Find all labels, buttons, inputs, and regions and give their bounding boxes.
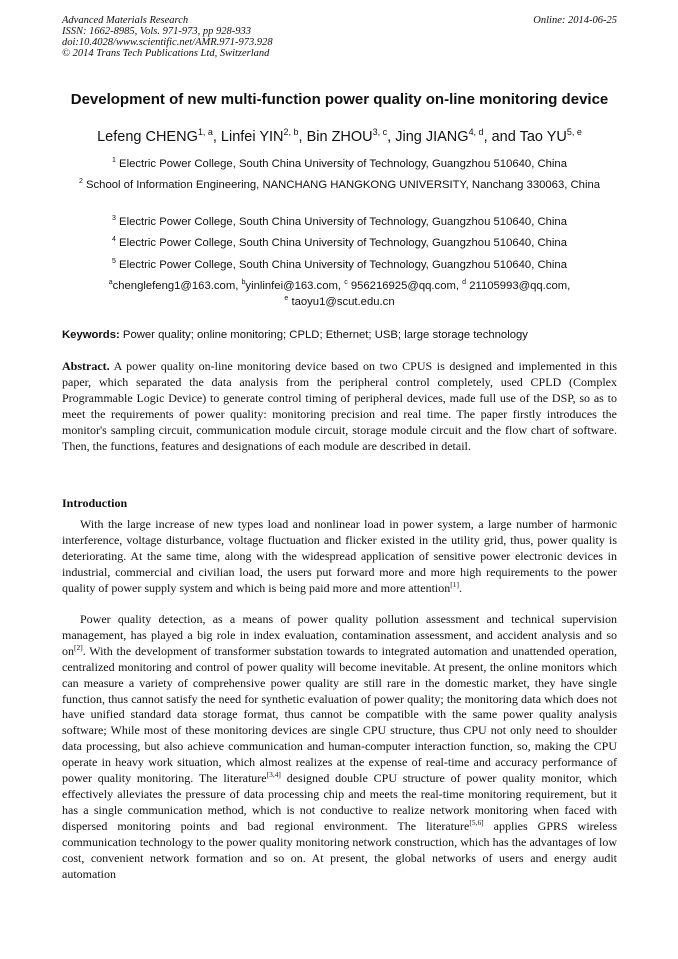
keywords-text: Power quality; online monitoring; CPLD; Ethernet; USB; large storage technology: [122, 329, 528, 341]
issn-line: ISSN: 1662-8985, Vols. 971-973, pp 928-933: [62, 26, 251, 37]
affiliation-1: $^1$ Electric Power College, South China University of Technology, Guangzhou 510640, China: [112, 157, 567, 170]
intro-paragraph-1: With the large increase of new types load and nonlinear load in power system, a large number of harmonic interference, voltage disturbance, voltage fluctuation and flicker existed in the utility grid, thus, power quality is deteriorating. At the same time, along with the widespread application of sensitive power electronic devices in industrial, commercial and civilian load, the users put forward more and more high requirements to the power quality of power supply system and which is being paid more and more attention[1].: [62, 517, 617, 595]
paper-title: Development of new multi-function power quality on-line monitoring device: [70, 91, 609, 108]
affiliation-4: $^4$ Electric Power College, South China University of Technology, Guangzhou 510640, China: [112, 236, 567, 249]
abstract: [62, 359, 617, 454]
citation[interactable]: [5,6]: [469, 817, 484, 827]
email-link[interactable]: $^e$ taoyu1@scut.edu.cn: [284, 295, 395, 308]
email-link[interactable]: $^b$yinlinfei@163.com: [241, 279, 338, 292]
online-date: Online: 2014-06-25: [533, 15, 617, 26]
citation[interactable]: [2]: [74, 642, 83, 652]
author: Tao YU$^{5, e}$: [519, 127, 582, 145]
copyright-line: © 2014 Trans Tech Publications Ltd, Switzerland: [62, 48, 270, 59]
affiliation-2: $^2$ School of Information Engineering, NANCHANG HANGKONG UNIVERSITY, Nanchang 330063, China: [78, 178, 601, 191]
author: Lefeng CHENG$^{1, a}$,: [97, 127, 221, 145]
citation[interactable]: [1]: [450, 579, 459, 589]
author: Jing JIANG$^{4, d}$, and: [395, 127, 520, 145]
journal-header: [62, 15, 617, 59]
author: Linfei YIN$^{2, b}$,: [220, 127, 307, 145]
abstract-text: A power quality on-line monitoring device based on two CPUS is designed and implemented in this paper, which separated the data analysis from the peripheral control completely, used CPLD (Complex Programmable Logic Device) to generate control timing of peripheral devices, made full use of the DSP, so as to meet the requirements of power quality: monitoring precision and real time. The paper firstly introduces the monitor's sampling circuit, communication module circuit, storage module circuit and the flow chart of software. Then, the functions, features and designations of each module are described in detail.: [62, 359, 617, 453]
doi-line: doi:10.4028/www.scientific.net/AMR.971-973.928: [62, 37, 273, 48]
section-heading-introduction: Introduction: [62, 496, 128, 510]
email-link[interactable]: $^c$ 956216925@qq.com: [344, 279, 456, 292]
author: Bin ZHOU$^{3, c}$,: [306, 127, 396, 145]
affiliation-5: $^5$ Electric Power College, South China University of Technology, Guangzhou 510640, China: [112, 258, 567, 271]
citation[interactable]: [3,4]: [266, 770, 281, 780]
affiliation-3: $^3$ Electric Power College, South China University of Technology, Guangzhou 510640, China: [112, 215, 567, 228]
keywords-label: Keywords:: [62, 329, 120, 341]
email-list: $^a$chenglefeng1@163.com, $^b$yinlinfei@163.com, $^c$ 956216925@qq.com, $^d$ 21105993@qq.com, $^e$ taoyu1@scut.edu.cn: [108, 279, 571, 308]
email-link[interactable]: $^d$ 21105993@qq.com: [462, 279, 568, 292]
author-list: [62, 129, 617, 146]
journal-name: Advanced Materials Research: [62, 15, 189, 26]
abstract-label: Abstract.: [62, 359, 110, 373]
keywords: [62, 328, 622, 343]
email-link[interactable]: $^a$chenglefeng1@163.com: [108, 279, 236, 292]
intro-paragraph-2: Power quality detection, as a means of power quality pollution assessment and technical supervision management, has played a big role in index evaluation, contamination assessment, and accident analysis and so on[2]. With the development of transformer substation towards to integrated automation and unattended operation, centralized monitoring and control of power quality will become inevitable. At present, the online monitors which can measure a variety of comprehensive power quality are still rare in the domestic market, they have single function, thus cannot satisfy the need for synthetic evaluation of power quality; the monitoring data which does not have unified standard data storage format, thus cannot be compatible with the same power quality analysis software; While most of these monitoring devices are single CPU structure, thus CPU not only need to shoulder data processing, but also achieve communication and human-computer interaction function, so, making the CPU operate in heavy work situation, which almost realizes at the expense of real-time and accuracy performance of power quality monitoring. The literature[3,4] designed double CPU structure of power quality monitor, which effectively alleviates the pressure of data processing chip and meets the real-time monitoring requirement, but it has a single communication method, which is not conductive to realize network monitoring when faced with dispersed monitoring points and bad regional environment. The literature[5,6] applies GPRS wireless communication technology to the power quality monitoring network construction, which has the advantages of low cost, convenient network formation and so on. At present, the global networks of users and energy audit automation: [62, 612, 617, 881]
